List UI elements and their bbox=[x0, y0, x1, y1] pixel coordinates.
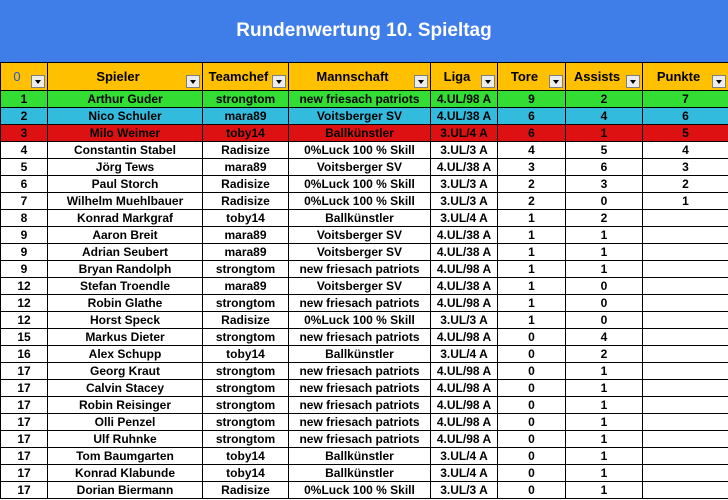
cell-punkte: 1 bbox=[643, 193, 728, 210]
cell-teamchef: mara89 bbox=[203, 244, 289, 261]
cell-spieler: Constantin Stabel bbox=[48, 142, 203, 159]
column-header-assists bbox=[566, 63, 643, 91]
table-row bbox=[1, 108, 728, 125]
cell-spieler: Nico Schuler bbox=[48, 108, 203, 125]
cell-teamchef: mara89 bbox=[203, 278, 289, 295]
cell-liga: 4.UL/38 A bbox=[431, 244, 498, 261]
cell-mannschaft: Ballkünstler bbox=[289, 210, 431, 227]
cell-tore: 1 bbox=[498, 261, 566, 278]
cell-assists: 1 bbox=[566, 482, 643, 499]
cell-mannschaft: Ballkünstler bbox=[289, 448, 431, 465]
cell-assists: 2 bbox=[566, 210, 643, 227]
cell-tore: 2 bbox=[498, 193, 566, 210]
cell-spieler: Horst Speck bbox=[48, 312, 203, 329]
filter-dropdown-icon[interactable] bbox=[712, 75, 726, 88]
cell-liga: 4.UL/98 A bbox=[431, 91, 498, 108]
cell-punkte bbox=[643, 312, 728, 329]
table-row bbox=[1, 278, 728, 295]
cell-spieler: Calvin Stacey bbox=[48, 380, 203, 397]
cell-spieler: Stefan Troendle bbox=[48, 278, 203, 295]
cell-assists: 4 bbox=[566, 329, 643, 346]
cell-mannschaft: new friesach patriots bbox=[289, 91, 431, 108]
cell-tore: 0 bbox=[498, 363, 566, 380]
table-row bbox=[1, 465, 728, 482]
cell-rank: 9 bbox=[1, 261, 48, 278]
cell-liga: 4.UL/38 A bbox=[431, 159, 498, 176]
cell-rank: 17 bbox=[1, 465, 48, 482]
cell-teamchef: mara89 bbox=[203, 227, 289, 244]
cell-liga: 3.UL/3 A bbox=[431, 176, 498, 193]
cell-punkte bbox=[643, 244, 728, 261]
table-row bbox=[1, 414, 728, 431]
cell-liga: 4.UL/98 A bbox=[431, 414, 498, 431]
cell-punkte bbox=[643, 397, 728, 414]
cell-teamchef: Radisize bbox=[203, 312, 289, 329]
column-header-teamchef bbox=[203, 63, 289, 91]
cell-punkte bbox=[643, 414, 728, 431]
cell-teamchef: mara89 bbox=[203, 159, 289, 176]
header-label: Liga bbox=[443, 69, 471, 84]
cell-tore: 1 bbox=[498, 244, 566, 261]
cell-mannschaft: Voitsberger SV bbox=[289, 244, 431, 261]
cell-spieler: Robin Glathe bbox=[48, 295, 203, 312]
cell-teamchef: strongtom bbox=[203, 414, 289, 431]
cell-mannschaft: 0%Luck 100 % Skill bbox=[289, 482, 431, 499]
cell-spieler: Olli Penzel bbox=[48, 414, 203, 431]
table-body bbox=[1, 91, 728, 499]
table-row bbox=[1, 261, 728, 278]
cell-assists: 1 bbox=[566, 363, 643, 380]
cell-mannschaft: Ballkünstler bbox=[289, 346, 431, 363]
cell-spieler: Arthur Guder bbox=[48, 91, 203, 108]
cell-spieler: Robin Reisinger bbox=[48, 397, 203, 414]
table-row bbox=[1, 448, 728, 465]
cell-assists: 1 bbox=[566, 125, 643, 142]
cell-teamchef: strongtom bbox=[203, 363, 289, 380]
header-label: Mannschaft bbox=[316, 69, 389, 84]
cell-teamchef: toby14 bbox=[203, 465, 289, 482]
cell-rank: 17 bbox=[1, 397, 48, 414]
cell-tore: 6 bbox=[498, 125, 566, 142]
cell-liga: 3.UL/3 A bbox=[431, 482, 498, 499]
cell-rank: 17 bbox=[1, 448, 48, 465]
cell-teamchef: Radisize bbox=[203, 193, 289, 210]
cell-tore: 2 bbox=[498, 176, 566, 193]
cell-assists: 1 bbox=[566, 414, 643, 431]
table-row bbox=[1, 363, 728, 380]
cell-assists: 1 bbox=[566, 431, 643, 448]
cell-liga: 3.UL/3 A bbox=[431, 312, 498, 329]
cell-assists: 1 bbox=[566, 261, 643, 278]
cell-rank: 5 bbox=[1, 159, 48, 176]
filter-dropdown-icon[interactable] bbox=[481, 75, 495, 88]
cell-liga: 4.UL/98 A bbox=[431, 329, 498, 346]
cell-liga: 4.UL/98 A bbox=[431, 380, 498, 397]
cell-liga: 3.UL/4 A bbox=[431, 210, 498, 227]
cell-tore: 1 bbox=[498, 227, 566, 244]
cell-punkte bbox=[643, 295, 728, 312]
cell-tore: 0 bbox=[498, 329, 566, 346]
table-row bbox=[1, 125, 728, 142]
cell-rank: 8 bbox=[1, 210, 48, 227]
cell-spieler: Georg Kraut bbox=[48, 363, 203, 380]
filter-dropdown-icon[interactable] bbox=[272, 75, 286, 88]
column-header-spieler bbox=[48, 63, 203, 91]
header-label: Spieler bbox=[96, 69, 140, 84]
cell-liga: 3.UL/3 A bbox=[431, 193, 498, 210]
cell-teamchef: Radisize bbox=[203, 176, 289, 193]
table-row bbox=[1, 210, 728, 227]
table-row bbox=[1, 397, 728, 414]
cell-punkte bbox=[643, 261, 728, 278]
cell-mannschaft: new friesach patriots bbox=[289, 414, 431, 431]
column-header-liga bbox=[431, 63, 498, 91]
cell-rank: 17 bbox=[1, 414, 48, 431]
cell-rank: 17 bbox=[1, 431, 48, 448]
cell-mannschaft: 0%Luck 100 % Skill bbox=[289, 193, 431, 210]
cell-tore: 1 bbox=[498, 295, 566, 312]
column-header-tore bbox=[498, 63, 566, 91]
table-row bbox=[1, 193, 728, 210]
cell-tore: 0 bbox=[498, 431, 566, 448]
table-row bbox=[1, 482, 728, 499]
table-row bbox=[1, 295, 728, 312]
cell-teamchef: strongtom bbox=[203, 329, 289, 346]
cell-teamchef: toby14 bbox=[203, 346, 289, 363]
cell-rank: 3 bbox=[1, 125, 48, 142]
cell-punkte bbox=[643, 431, 728, 448]
cell-rank: 2 bbox=[1, 108, 48, 125]
cell-punkte: 7 bbox=[643, 91, 728, 108]
cell-rank: 12 bbox=[1, 312, 48, 329]
cell-tore: 3 bbox=[498, 159, 566, 176]
table-row bbox=[1, 312, 728, 329]
cell-punkte: 6 bbox=[643, 108, 728, 125]
cell-punkte: 5 bbox=[643, 125, 728, 142]
filter-dropdown-icon[interactable] bbox=[414, 75, 428, 88]
cell-spieler: Adrian Seubert bbox=[48, 244, 203, 261]
table-row bbox=[1, 329, 728, 346]
cell-assists: 0 bbox=[566, 295, 643, 312]
cell-assists: 4 bbox=[566, 108, 643, 125]
page-title: Rundenwertung 10. Spieltag bbox=[236, 20, 492, 41]
cell-assists: 2 bbox=[566, 346, 643, 363]
table-row bbox=[1, 176, 728, 193]
cell-punkte bbox=[643, 380, 728, 397]
cell-tore: 9 bbox=[498, 91, 566, 108]
cell-assists: 5 bbox=[566, 142, 643, 159]
cell-spieler: Konrad Klabunde bbox=[48, 465, 203, 482]
cell-spieler: Aaron Breit bbox=[48, 227, 203, 244]
cell-liga: 3.UL/4 A bbox=[431, 346, 498, 363]
cell-spieler: Dorian Biermann bbox=[48, 482, 203, 499]
cell-punkte bbox=[643, 465, 728, 482]
cell-spieler: Jörg Tews bbox=[48, 159, 203, 176]
cell-liga: 4.UL/38 A bbox=[431, 278, 498, 295]
cell-punkte bbox=[643, 448, 728, 465]
cell-mannschaft: new friesach patriots bbox=[289, 397, 431, 414]
cell-rank: 12 bbox=[1, 295, 48, 312]
cell-mannschaft: new friesach patriots bbox=[289, 363, 431, 380]
filter-dropdown-icon[interactable] bbox=[186, 75, 200, 88]
cell-rank: 6 bbox=[1, 176, 48, 193]
cell-tore: 0 bbox=[498, 448, 566, 465]
cell-liga: 4.UL/98 A bbox=[431, 431, 498, 448]
cell-mannschaft: new friesach patriots bbox=[289, 261, 431, 278]
cell-teamchef: Radisize bbox=[203, 482, 289, 499]
cell-assists: 0 bbox=[566, 312, 643, 329]
cell-assists: 6 bbox=[566, 159, 643, 176]
cell-tore: 0 bbox=[498, 465, 566, 482]
cell-tore: 1 bbox=[498, 312, 566, 329]
cell-mannschaft: new friesach patriots bbox=[289, 295, 431, 312]
cell-punkte bbox=[643, 346, 728, 363]
cell-rank: 9 bbox=[1, 227, 48, 244]
cell-punkte: 4 bbox=[643, 142, 728, 159]
cell-punkte bbox=[643, 363, 728, 380]
cell-punkte bbox=[643, 482, 728, 499]
header-label: Teamchef bbox=[208, 69, 269, 84]
header-label: Tore bbox=[510, 69, 539, 84]
cell-mannschaft: 0%Luck 100 % Skill bbox=[289, 176, 431, 193]
cell-spieler: Markus Dieter bbox=[48, 329, 203, 346]
cell-liga: 4.UL/98 A bbox=[431, 397, 498, 414]
cell-spieler: Alex Schupp bbox=[48, 346, 203, 363]
cell-teamchef: strongtom bbox=[203, 91, 289, 108]
table-row bbox=[1, 142, 728, 159]
cell-punkte bbox=[643, 210, 728, 227]
table-row bbox=[1, 244, 728, 261]
cell-rank: 17 bbox=[1, 482, 48, 499]
cell-assists: 1 bbox=[566, 397, 643, 414]
cell-teamchef: strongtom bbox=[203, 431, 289, 448]
cell-liga: 4.UL/98 A bbox=[431, 261, 498, 278]
header-label: 0 bbox=[13, 69, 21, 84]
cell-rank: 17 bbox=[1, 380, 48, 397]
cell-liga: 3.UL/4 A bbox=[431, 448, 498, 465]
filter-dropdown-icon[interactable] bbox=[31, 75, 45, 88]
cell-mannschaft: Voitsberger SV bbox=[289, 278, 431, 295]
cell-assists: 1 bbox=[566, 244, 643, 261]
cell-tore: 0 bbox=[498, 414, 566, 431]
cell-spieler: Ulf Ruhnke bbox=[48, 431, 203, 448]
cell-spieler: Konrad Markgraf bbox=[48, 210, 203, 227]
cell-rank: 1 bbox=[1, 91, 48, 108]
cell-liga: 4.UL/38 A bbox=[431, 227, 498, 244]
cell-mannschaft: new friesach patriots bbox=[289, 431, 431, 448]
cell-rank: 16 bbox=[1, 346, 48, 363]
cell-assists: 1 bbox=[566, 380, 643, 397]
column-header-rank bbox=[1, 63, 48, 91]
cell-punkte: 3 bbox=[643, 159, 728, 176]
standings-table bbox=[0, 62, 728, 499]
cell-assists: 3 bbox=[566, 176, 643, 193]
cell-tore: 1 bbox=[498, 278, 566, 295]
title-bar bbox=[0, 0, 728, 62]
cell-punkte bbox=[643, 227, 728, 244]
cell-teamchef: strongtom bbox=[203, 261, 289, 278]
cell-mannschaft: Voitsberger SV bbox=[289, 108, 431, 125]
cell-teamchef: strongtom bbox=[203, 295, 289, 312]
cell-tore: 0 bbox=[498, 380, 566, 397]
cell-mannschaft: Ballkünstler bbox=[289, 465, 431, 482]
cell-teamchef: strongtom bbox=[203, 380, 289, 397]
table-row bbox=[1, 346, 728, 363]
cell-teamchef: mara89 bbox=[203, 108, 289, 125]
table-row bbox=[1, 159, 728, 176]
cell-tore: 6 bbox=[498, 108, 566, 125]
column-header-punkte bbox=[643, 63, 728, 91]
cell-mannschaft: 0%Luck 100 % Skill bbox=[289, 142, 431, 159]
cell-liga: 3.UL/4 A bbox=[431, 125, 498, 142]
table-row bbox=[1, 91, 728, 108]
cell-rank: 4 bbox=[1, 142, 48, 159]
header-row bbox=[1, 63, 728, 91]
cell-teamchef: toby14 bbox=[203, 210, 289, 227]
cell-tore: 0 bbox=[498, 346, 566, 363]
cell-mannschaft: 0%Luck 100 % Skill bbox=[289, 312, 431, 329]
cell-spieler: Bryan Randolph bbox=[48, 261, 203, 278]
cell-tore: 4 bbox=[498, 142, 566, 159]
cell-spieler: Tom Baumgarten bbox=[48, 448, 203, 465]
cell-liga: 4.UL/98 A bbox=[431, 363, 498, 380]
table-row bbox=[1, 227, 728, 244]
filter-dropdown-icon[interactable] bbox=[549, 75, 563, 88]
cell-assists: 2 bbox=[566, 91, 643, 108]
cell-assists: 0 bbox=[566, 278, 643, 295]
cell-mannschaft: Ballkünstler bbox=[289, 125, 431, 142]
column-header-mannschaft bbox=[289, 63, 431, 91]
table-row bbox=[1, 380, 728, 397]
cell-assists: 1 bbox=[566, 448, 643, 465]
cell-tore: 0 bbox=[498, 397, 566, 414]
cell-rank: 7 bbox=[1, 193, 48, 210]
cell-tore: 0 bbox=[498, 482, 566, 499]
cell-rank: 9 bbox=[1, 244, 48, 261]
cell-mannschaft: new friesach patriots bbox=[289, 380, 431, 397]
cell-rank: 15 bbox=[1, 329, 48, 346]
cell-teamchef: strongtom bbox=[203, 397, 289, 414]
cell-liga: 3.UL/4 A bbox=[431, 465, 498, 482]
cell-spieler: Wilhelm Muehlbauer bbox=[48, 193, 203, 210]
cell-assists: 0 bbox=[566, 193, 643, 210]
cell-liga: 3.UL/3 A bbox=[431, 142, 498, 159]
cell-teamchef: Radisize bbox=[203, 142, 289, 159]
filter-dropdown-icon[interactable] bbox=[626, 75, 640, 88]
cell-rank: 17 bbox=[1, 363, 48, 380]
cell-teamchef: toby14 bbox=[203, 448, 289, 465]
cell-punkte bbox=[643, 329, 728, 346]
cell-punkte: 2 bbox=[643, 176, 728, 193]
cell-mannschaft: Voitsberger SV bbox=[289, 159, 431, 176]
cell-assists: 1 bbox=[566, 465, 643, 482]
cell-mannschaft: Voitsberger SV bbox=[289, 227, 431, 244]
cell-liga: 4.UL/38 A bbox=[431, 108, 498, 125]
header-label: Assists bbox=[573, 69, 621, 84]
cell-tore: 1 bbox=[498, 210, 566, 227]
cell-spieler: Paul Storch bbox=[48, 176, 203, 193]
cell-rank: 12 bbox=[1, 278, 48, 295]
header-label: Punkte bbox=[656, 69, 701, 84]
cell-mannschaft: new friesach patriots bbox=[289, 329, 431, 346]
cell-assists: 1 bbox=[566, 227, 643, 244]
cell-liga: 4.UL/98 A bbox=[431, 295, 498, 312]
table-row bbox=[1, 431, 728, 448]
cell-punkte bbox=[643, 278, 728, 295]
cell-teamchef: toby14 bbox=[203, 125, 289, 142]
cell-spieler: Milo Weimer bbox=[48, 125, 203, 142]
